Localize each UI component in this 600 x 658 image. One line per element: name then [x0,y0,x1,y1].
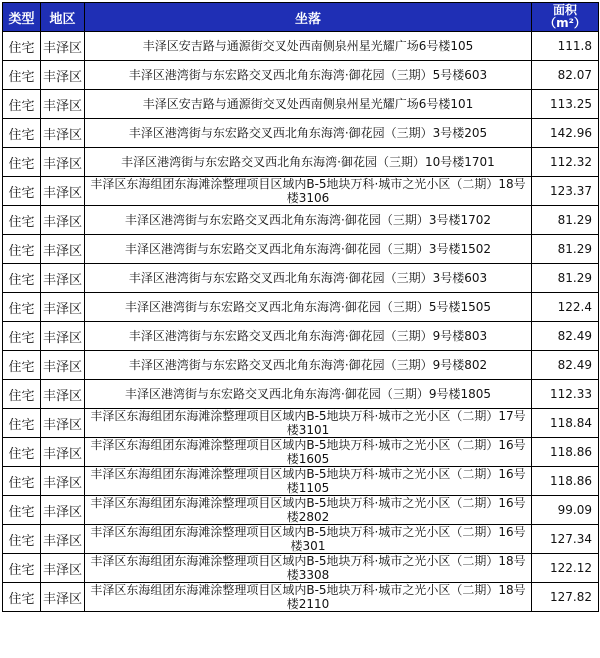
cell-address: 丰泽区东海组团东海滩涂整理项目区域内B-5地块万科·城市之光小区（二期）18号楼3106 [85,177,532,206]
cell-type: 住宅 [3,177,41,206]
table-row [3,119,599,148]
cell-type: 住宅 [3,119,41,148]
cell-size: 82.49 [532,351,599,380]
table-header [3,3,599,32]
cell-address: 丰泽区东海组团东海滩涂整理项目区域内B-5地块万科·城市之光小区（二期）16号楼2802 [85,496,532,525]
cell-size: 123.37 [532,177,599,206]
table-row [3,554,599,583]
table-row [3,525,599,554]
cell-size: 142.96 [532,119,599,148]
cell-type: 住宅 [3,583,41,612]
cell-size: 112.33 [532,380,599,409]
cell-district: 丰泽区 [41,206,85,235]
cell-size: 113.25 [532,90,599,119]
table-row [3,322,599,351]
cell-type: 住宅 [3,148,41,177]
cell-type: 住宅 [3,32,41,61]
header-size-unit: （m²） [544,16,586,30]
cell-type: 住宅 [3,467,41,496]
cell-address: 丰泽区安吉路与通源街交叉处西南侧泉州星光耀广场6号楼105 [85,32,532,61]
cell-district: 丰泽区 [41,90,85,119]
cell-type: 住宅 [3,90,41,119]
cell-type: 住宅 [3,264,41,293]
table-body [3,32,599,612]
cell-address: 丰泽区安吉路与通源街交叉处西南侧泉州星光耀广场6号楼101 [85,90,532,119]
table-row [3,409,599,438]
header-address: 坐落 [85,3,532,32]
table-row [3,380,599,409]
cell-type: 住宅 [3,322,41,351]
cell-address: 丰泽区东海组团东海滩涂整理项目区域内B-5地块万科·城市之光小区（二期）16号楼1605 [85,438,532,467]
cell-district: 丰泽区 [41,496,85,525]
header-district: 地区 [41,3,85,32]
table-row [3,32,599,61]
cell-size: 118.86 [532,467,599,496]
property-table [2,2,599,612]
cell-size: 81.29 [532,264,599,293]
cell-size: 118.84 [532,409,599,438]
cell-type: 住宅 [3,351,41,380]
table-row [3,235,599,264]
table-row [3,438,599,467]
table-row [3,90,599,119]
cell-address: 丰泽区港湾街与东宏路交叉西北角东海湾·御花园（三期）9号楼803 [85,322,532,351]
cell-type: 住宅 [3,496,41,525]
cell-size: 111.8 [532,32,599,61]
cell-district: 丰泽区 [41,235,85,264]
cell-address: 丰泽区港湾街与东宏路交叉西北角东海湾·御花园（三期）5号楼603 [85,61,532,90]
cell-size: 122.12 [532,554,599,583]
header-size [532,3,599,32]
cell-district: 丰泽区 [41,32,85,61]
cell-district: 丰泽区 [41,322,85,351]
cell-type: 住宅 [3,235,41,264]
table-row [3,61,599,90]
cell-type: 住宅 [3,380,41,409]
cell-district: 丰泽区 [41,583,85,612]
cell-size: 81.29 [532,206,599,235]
cell-size: 112.32 [532,148,599,177]
cell-size: 82.49 [532,322,599,351]
cell-district: 丰泽区 [41,409,85,438]
cell-address: 丰泽区港湾街与东宏路交叉西北角东海湾·御花园（三期）3号楼1702 [85,206,532,235]
cell-district: 丰泽区 [41,61,85,90]
cell-type: 住宅 [3,61,41,90]
table-row [3,148,599,177]
table-row [3,496,599,525]
cell-address: 丰泽区港湾街与东宏路交叉西北角东海湾·御花园（三期）10号楼1701 [85,148,532,177]
cell-address: 丰泽区港湾街与东宏路交叉西北角东海湾·御花园（三期）9号楼802 [85,351,532,380]
cell-district: 丰泽区 [41,554,85,583]
cell-size: 122.4 [532,293,599,322]
cell-address: 丰泽区港湾街与东宏路交叉西北角东海湾·御花园（三期）3号楼603 [85,264,532,293]
cell-district: 丰泽区 [41,351,85,380]
cell-address: 丰泽区港湾街与东宏路交叉西北角东海湾·御花园（三期）5号楼1505 [85,293,532,322]
header-type: 类型 [3,3,41,32]
cell-type: 住宅 [3,525,41,554]
cell-district: 丰泽区 [41,380,85,409]
cell-address: 丰泽区东海组团东海滩涂整理项目区域内B-5地块万科·城市之光小区（二期）17号楼3101 [85,409,532,438]
table-row [3,351,599,380]
cell-address: 丰泽区东海组团东海滩涂整理项目区域内B-5地块万科·城市之光小区（二期）16号楼301 [85,525,532,554]
cell-size: 118.86 [532,438,599,467]
cell-address: 丰泽区东海组团东海滩涂整理项目区域内B-5地块万科·城市之光小区（二期）16号楼1105 [85,467,532,496]
cell-district: 丰泽区 [41,264,85,293]
cell-district: 丰泽区 [41,119,85,148]
table-row [3,583,599,612]
cell-district: 丰泽区 [41,177,85,206]
header-row [3,3,599,32]
cell-district: 丰泽区 [41,148,85,177]
cell-address: 丰泽区东海组团东海滩涂整理项目区域内B-5地块万科·城市之光小区（二期）18号楼3308 [85,554,532,583]
cell-district: 丰泽区 [41,525,85,554]
cell-size: 127.82 [532,583,599,612]
header-size-label: 面积 [552,3,577,17]
cell-district: 丰泽区 [41,293,85,322]
cell-type: 住宅 [3,293,41,322]
cell-size: 99.09 [532,496,599,525]
cell-type: 住宅 [3,554,41,583]
cell-size: 82.07 [532,61,599,90]
cell-type: 住宅 [3,409,41,438]
cell-district: 丰泽区 [41,438,85,467]
cell-district: 丰泽区 [41,467,85,496]
cell-address: 丰泽区港湾街与东宏路交叉西北角东海湾·御花园（三期）3号楼205 [85,119,532,148]
cell-address: 丰泽区东海组团东海滩涂整理项目区域内B-5地块万科·城市之光小区（二期）18号楼2110 [85,583,532,612]
cell-address: 丰泽区港湾街与东宏路交叉西北角东海湾·御花园（三期）3号楼1502 [85,235,532,264]
table-row [3,206,599,235]
cell-size: 127.34 [532,525,599,554]
cell-address: 丰泽区港湾街与东宏路交叉西北角东海湾·御花园（三期）9号楼1805 [85,380,532,409]
cell-type: 住宅 [3,206,41,235]
cell-type: 住宅 [3,438,41,467]
table-row [3,467,599,496]
cell-size: 81.29 [532,235,599,264]
table-row [3,293,599,322]
table-row [3,264,599,293]
table-row [3,177,599,206]
